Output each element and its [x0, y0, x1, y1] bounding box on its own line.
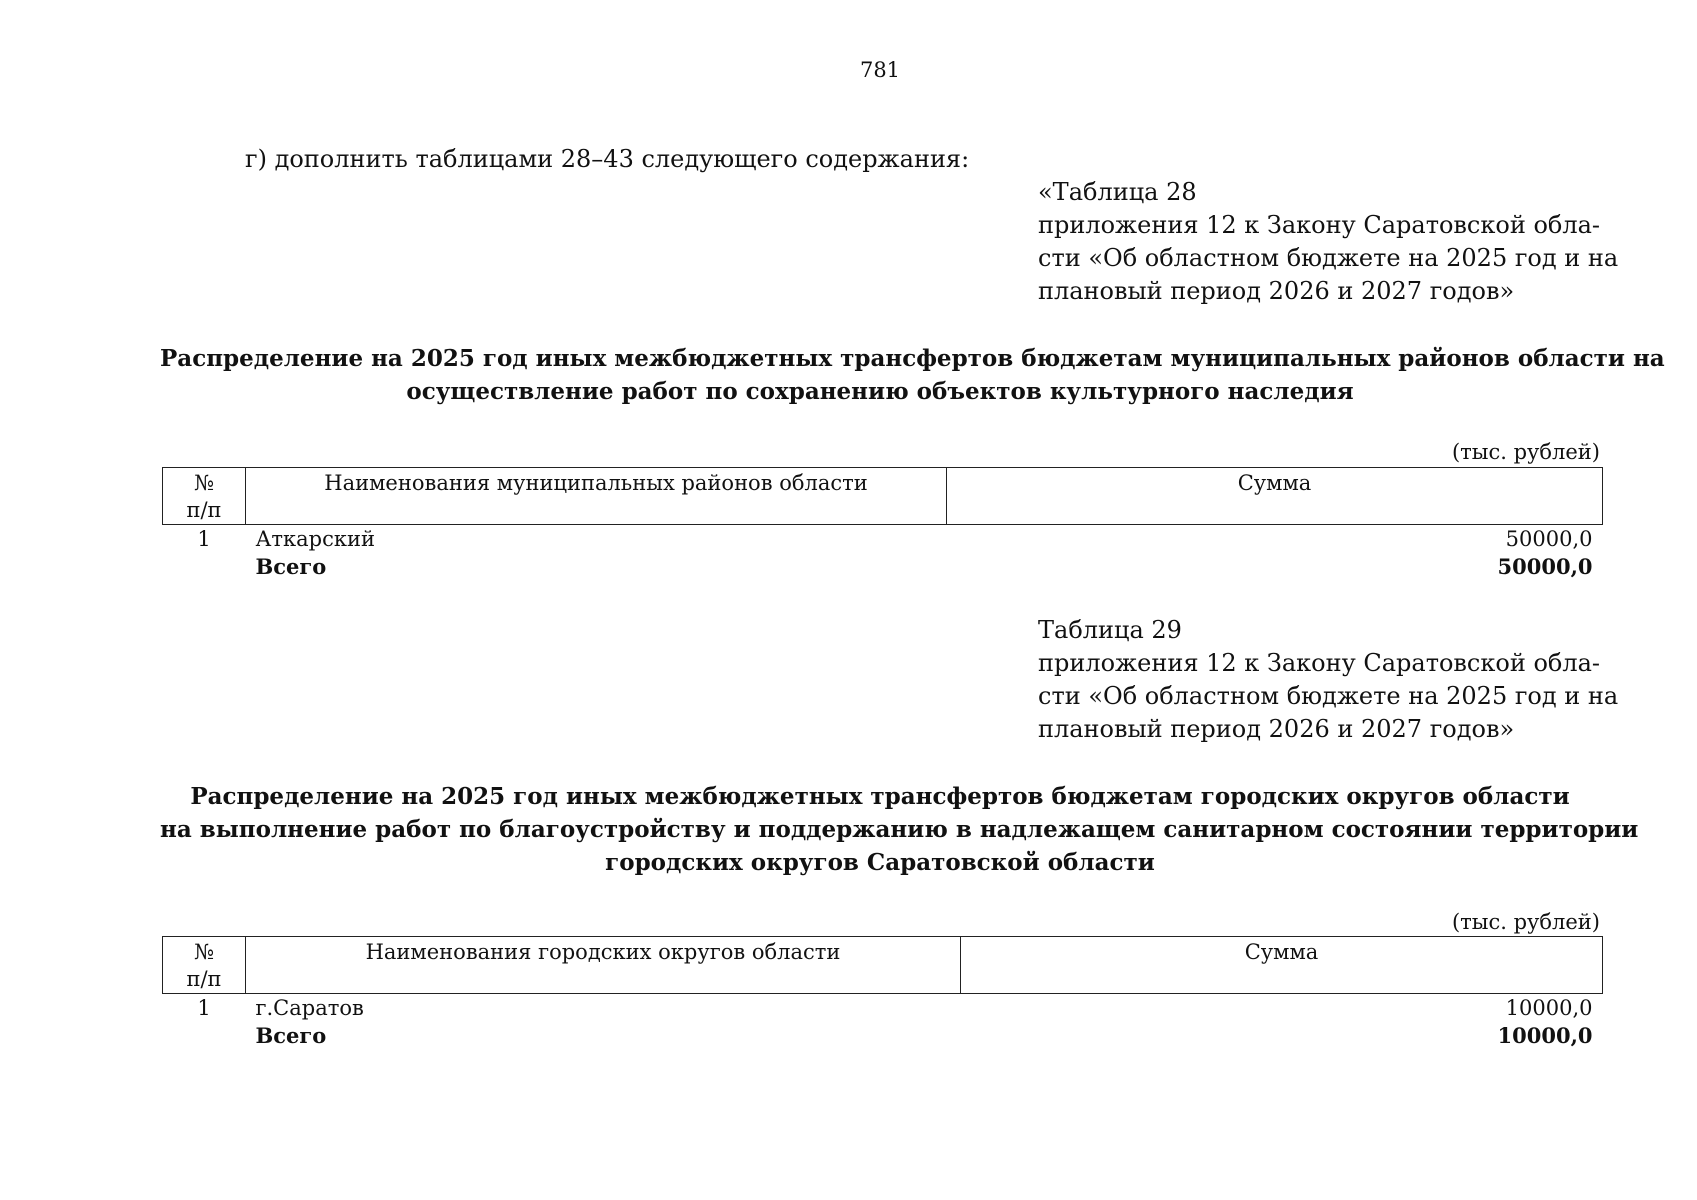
total-num	[163, 553, 246, 581]
table-row	[163, 994, 1603, 1023]
row-name: Аткарский	[255, 527, 375, 551]
title-line: городских округов Саратовской области	[605, 849, 1155, 876]
row-name: г.Саратов	[255, 996, 364, 1020]
table29	[162, 936, 1603, 1050]
title-line: осуществление работ по сохранению объектов культурного наследия	[406, 378, 1354, 405]
header-name: Наименования муниципальных районов области	[246, 468, 947, 525]
table-total-row	[163, 1022, 1603, 1050]
table-row	[163, 525, 1603, 554]
total-label: Всего	[255, 554, 327, 579]
title-line: Распределение на 2025 год иных межбюджетных трансфертов бюджетам городских округов области	[190, 783, 1570, 810]
table29-title	[160, 780, 1639, 879]
header-num	[163, 937, 246, 994]
table-header-row	[163, 468, 1603, 525]
table-header-row	[163, 937, 1603, 994]
header-num-line: п/п	[186, 967, 222, 991]
table-total-row	[163, 553, 1603, 581]
intro-paragraph: г) дополнить таблицами 28–43 следующего содержания:	[245, 145, 970, 173]
row-amount: 50000,0	[1505, 527, 1593, 551]
page-number: 781	[859, 58, 901, 82]
total-amount: 10000,0	[1497, 1023, 1593, 1048]
annex-line: Таблица 29	[1038, 616, 1182, 644]
table28-annex-caption	[1038, 176, 1619, 308]
row-amount: 10000,0	[1505, 996, 1593, 1020]
table29-units: (тыс. рублей)	[1451, 910, 1600, 934]
header-name: Наименования городских округов области	[246, 937, 961, 994]
header-num-line: №	[194, 471, 214, 495]
table28-units: (тыс. рублей)	[1451, 440, 1600, 464]
annex-line: плановый период 2026 и 2027 годов»	[1038, 277, 1515, 305]
annex-line: сти «Об областном бюджете на 2025 год и на	[1038, 682, 1619, 710]
header-amount: Сумма	[961, 937, 1603, 994]
row-num: 1	[197, 996, 211, 1020]
annex-line: приложения 12 к Закону Саратовской обла-	[1038, 649, 1601, 677]
header-num-line: №	[194, 940, 214, 964]
header-amount: Сумма	[947, 468, 1603, 525]
table28-title	[160, 342, 1665, 408]
total-num	[163, 1022, 246, 1050]
annex-line: приложения 12 к Закону Саратовской обла-	[1038, 211, 1601, 239]
annex-line: сти «Об областном бюджете на 2025 год и на	[1038, 244, 1619, 272]
annex-line: «Таблица 28	[1038, 178, 1197, 206]
title-line: Распределение на 2025 год иных межбюджетных трансфертов бюджетам муниципальных районов области на	[160, 345, 1665, 372]
row-num: 1	[197, 527, 211, 551]
total-label: Всего	[255, 1023, 327, 1048]
title-line: на выполнение работ по благоустройству и поддержанию в надлежащем санитарном состоянии территории	[160, 816, 1639, 843]
annex-line: плановый период 2026 и 2027 годов»	[1038, 715, 1515, 743]
table28	[162, 467, 1603, 581]
header-num-line: п/п	[186, 498, 222, 522]
table29-annex-caption	[1038, 614, 1619, 746]
header-num	[163, 468, 246, 525]
total-amount: 50000,0	[1497, 554, 1593, 579]
